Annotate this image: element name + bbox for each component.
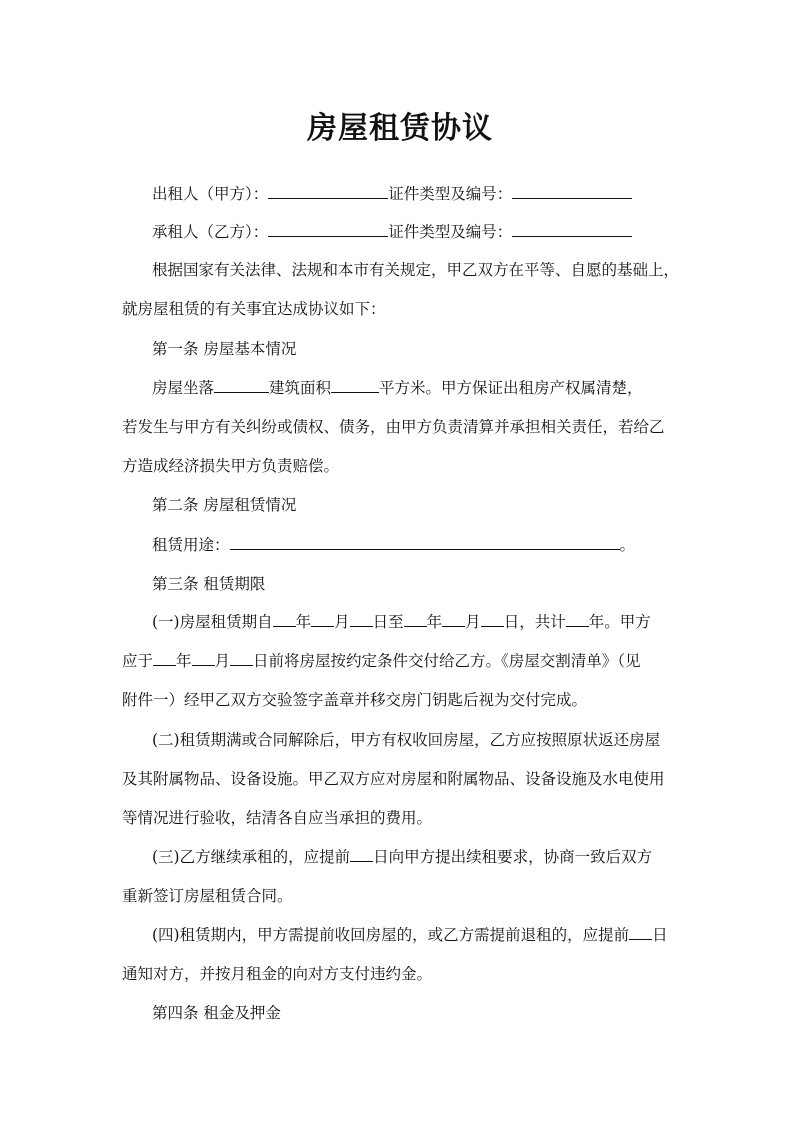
lessee-id-blank <box>512 221 632 237</box>
year-text: 年 <box>295 613 312 631</box>
lease-use-end: 。 <box>619 536 636 554</box>
deliver-by-text: 应于 <box>122 652 154 670</box>
article3-p1-line-2 <box>122 650 692 672</box>
article3-p4-line-2: 通知对方，并按月租金的向对方支付违约金。 <box>122 965 433 983</box>
month-text: 月 <box>465 613 481 631</box>
year-text: 年 <box>176 652 192 670</box>
article2-heading: 第二条 房屋租赁情况 <box>152 496 297 514</box>
article1-line-2: 若发生与甲方有关纠纷或债权、债务，由甲方负责清算并承担相关责任，若给乙 <box>122 418 665 436</box>
area-label: 建筑面积 <box>269 379 332 397</box>
article3-p3-line-2: 重新签订房屋租赁合同。 <box>122 887 293 905</box>
location-label: 房屋坐落 <box>152 379 215 397</box>
lessee-id-label: 证件类型及编号： <box>388 223 513 241</box>
article3-heading: 第三条 租赁期限 <box>152 575 266 593</box>
year-text: 年 <box>426 613 443 631</box>
intro-line-2: 就房屋租赁的有关事宜达成协议如下： <box>122 300 386 318</box>
renewal-days-blank <box>350 846 373 862</box>
lessee-label: 承租人（乙方）： <box>152 223 269 241</box>
lessor-id-label: 证件类型及编号： <box>388 185 513 203</box>
term-from-text: (一)房屋租赁期自 <box>152 613 273 631</box>
lessee-name-blank <box>268 221 388 237</box>
year-end-text: 年。甲方 <box>588 613 651 631</box>
article1-heading: 第一条 房屋基本情况 <box>152 340 297 358</box>
start-day-blank <box>350 611 373 627</box>
lease-use-label: 租赁用途： <box>152 536 230 554</box>
lease-use-line <box>152 534 722 556</box>
lessor-id-blank <box>512 183 632 199</box>
day-total-text: 日，共计 <box>503 613 566 631</box>
article1-line-1 <box>152 377 722 399</box>
article3-p2-line-1: (二)租赁期满或合同解除后，甲方有权收回房屋，乙方应按照原状返还房屋 <box>152 731 661 749</box>
article3-p1-line-1 <box>152 611 722 633</box>
article3-p2-line-3: 等情况进行验收，结清各自应当承担的费用。 <box>122 809 433 827</box>
deliver-day-blank <box>230 650 253 666</box>
start-year-blank <box>273 611 296 627</box>
start-month-blank <box>311 611 334 627</box>
location-blank <box>214 377 269 393</box>
article3-p4-line-1 <box>152 924 722 946</box>
end-month-blank <box>442 611 465 627</box>
lease-use-blank <box>230 534 620 550</box>
article4-heading: 第四条 租金及押金 <box>152 1004 281 1022</box>
day-to-text: 日至 <box>372 613 404 631</box>
area-blank <box>331 377 379 393</box>
renewal-text-2: 日向甲方提出续租要求，协商一致后双方 <box>373 848 653 866</box>
deliver-text: 日前将房屋按约定条件交付给乙方。《房屋交割清单》（见 <box>253 652 641 670</box>
article3-p3-line-1 <box>152 846 722 868</box>
early-termination-text: (四)租赁期内，甲方需提前收回房屋的，或乙方需提前退租的，应提前 <box>152 926 630 944</box>
month-text: 月 <box>214 652 231 670</box>
intro-line-1: 根据国家有关法律、法规和本市有关规定，甲乙双方在平等、自愿的基础上， <box>152 261 680 279</box>
lessor-line <box>152 183 722 205</box>
lessor-label: 出租人（甲方）： <box>152 185 269 203</box>
end-day-blank <box>481 611 504 627</box>
day-text: 日 <box>652 926 668 944</box>
deliver-month-blank <box>192 650 215 666</box>
article3-p2-line-2: 及其附属物品、设备设施。甲乙双方应对房屋和附属物品、设备设施及水电使用 <box>122 770 665 788</box>
article1-line-3: 方造成经济损失甲方负责赔偿。 <box>122 457 340 475</box>
lessee-line <box>152 221 722 243</box>
document-title: 房屋租赁协议 <box>307 111 493 146</box>
notice-days-blank <box>629 924 652 940</box>
renewal-text: (三)乙方继续承租的，应提前 <box>152 848 351 866</box>
area-unit-text: 平方米。甲方保证出租房产权属清楚， <box>379 379 643 397</box>
total-years-blank <box>566 611 589 627</box>
article3-p1-line-3: 附件一）经甲乙双方交验签字盖章并移交房门钥匙后视为交付完成。 <box>122 691 588 709</box>
end-year-blank <box>404 611 427 627</box>
month-text: 月 <box>334 613 350 631</box>
lessor-name-blank <box>268 183 388 199</box>
deliver-year-blank <box>153 650 176 666</box>
